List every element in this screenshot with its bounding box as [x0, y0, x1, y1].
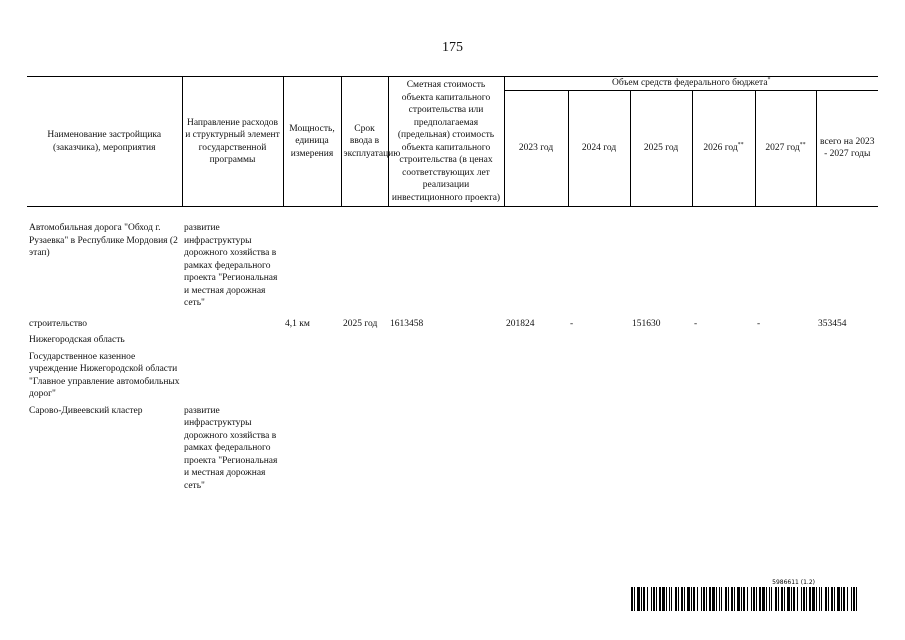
barcode-icon [631, 587, 857, 611]
barcode-label: 5986611 (1.2) [772, 579, 815, 586]
row-name: Автомобильная дорога "Обход г. Рузаевка" в Республике Мордовия (2 этап) [29, 223, 178, 258]
table-row [27, 405, 878, 493]
federal-budget-table [27, 76, 878, 492]
table-row [27, 334, 878, 347]
header-federal-budget-label: Объем средств федерального бюджета [611, 78, 768, 89]
header-2026-footnote: ** [737, 141, 744, 148]
row-2024: - [570, 318, 574, 329]
row-direction: развитие инфраструктуры дорожного хозяйства в рамках федерального проекта "Региональная и местная дорожная сеть" [184, 405, 278, 491]
header-cost: Сметная стоимость объекта капитального строительства или предполагаемая (предельная) стоимость объекта капитального строительства (в ценах соответствующих лет реализации инвестиционного проекта) [388, 77, 504, 207]
row-name: Нижегородская область [29, 335, 125, 345]
header-2027 [755, 90, 816, 206]
row-name: Государственное казенное учреждение Нижегородской области "Главное управление автомобильных дорог" [29, 351, 180, 399]
table-row [27, 318, 878, 331]
header-capacity: Мощность, единица измерения [283, 77, 341, 207]
row-name: Сарово-Дивеевский кластер [29, 405, 143, 416]
row-cost: 1613458 [390, 318, 424, 329]
row-capacity: 4,1 км [285, 318, 310, 329]
header-2026 [692, 90, 755, 206]
header-2024: 2024 год [568, 90, 630, 206]
row-name: строительство [29, 318, 88, 329]
table-row [27, 222, 878, 310]
header-2023: 2023 год [504, 90, 568, 206]
row-direction: развитие инфраструктуры дорожного хозяйства в рамках федерального проекта "Региональная и местная дорожная сеть" [184, 223, 278, 308]
header-2025: 2025 год [630, 90, 692, 206]
header-federal-budget [504, 77, 878, 91]
row-term: 2025 год [343, 318, 378, 329]
header-2027-footnote: ** [799, 141, 806, 148]
barcode [631, 579, 857, 613]
row-2027: - [757, 318, 761, 329]
row-total: 353454 [818, 318, 847, 329]
header-total: всего на 2023 - 2027 годы [816, 90, 878, 206]
header-federal-footnote: * [767, 76, 771, 83]
page-number: 175 [442, 40, 463, 55]
header-2026-label: 2026 год [703, 143, 738, 154]
row-2025: 151630 [632, 318, 661, 329]
table-row [27, 351, 878, 401]
row-2026: - [694, 318, 698, 329]
row-2023: 201824 [506, 318, 535, 329]
header-name: Наименование застройщика (заказчика), мероприятия [27, 77, 182, 207]
header-direction: Направление расходов и структурный элемент государственной программы [182, 77, 283, 207]
header-term: Срок ввода в эксплуатацию [341, 77, 388, 207]
header-2027-label: 2027 год [765, 143, 800, 154]
